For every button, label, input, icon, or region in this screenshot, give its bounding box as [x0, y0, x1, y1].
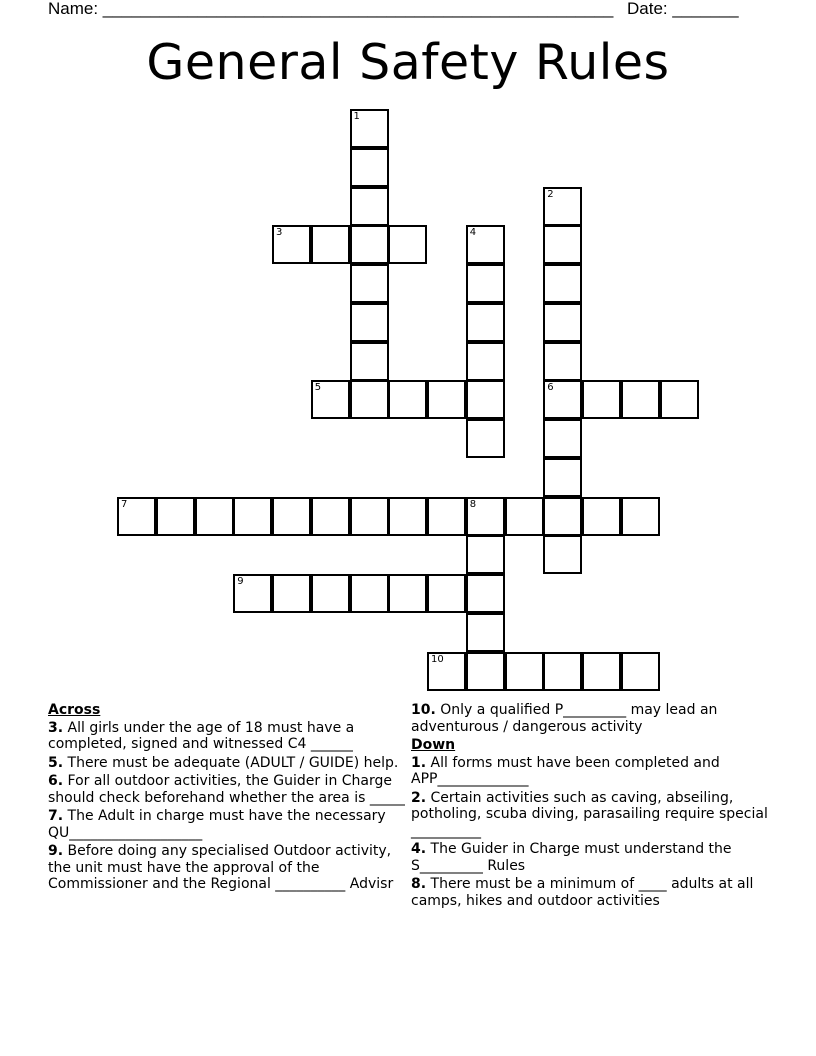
grid-cell[interactable] [311, 380, 350, 419]
grid-cell[interactable] [350, 148, 389, 187]
grid-cell[interactable] [350, 109, 389, 148]
grid-cell[interactable] [543, 264, 582, 303]
clue-number: 10 [431, 653, 444, 665]
down-heading: Down [411, 737, 456, 753]
grid-cell[interactable] [543, 497, 582, 536]
clue-number: 1 [353, 111, 360, 122]
grid-cell[interactable] [350, 187, 389, 226]
grid-cell[interactable] [427, 652, 466, 691]
grid-cell[interactable] [466, 652, 505, 691]
date-field[interactable]: Date: _______ [627, 0, 739, 18]
grid-cell[interactable] [621, 380, 660, 419]
grid-cell[interactable] [272, 497, 311, 536]
grid-cell[interactable] [311, 574, 350, 613]
grid-cell[interactable] [195, 497, 234, 536]
grid-cell[interactable] [543, 303, 582, 342]
grid-cell[interactable] [388, 380, 427, 419]
grid-cell[interactable] [117, 497, 156, 536]
clue-number: 8 [469, 498, 477, 510]
grid-cell[interactable] [427, 574, 466, 613]
grid-cell[interactable] [466, 419, 505, 458]
clue-number: 7 [121, 498, 128, 510]
grid-cell[interactable] [621, 652, 660, 691]
grid-cell[interactable] [350, 574, 389, 613]
grid-cell[interactable] [350, 497, 389, 536]
name-field[interactable]: Name: ______________________________________________________ [48, 0, 614, 18]
grid-cell[interactable] [466, 225, 505, 264]
clue-down-8: 8. There must be a minimum of ____ adults at all camps, hikes and outdoor activities [411, 876, 754, 909]
grid-cell[interactable] [543, 380, 582, 419]
clues-right-column [411, 702, 771, 911]
grid-cell[interactable] [272, 574, 311, 613]
clue-down-1: 1. All forms must have been completed and APP_____________ [411, 754, 720, 787]
clue-number: 6 [547, 382, 554, 394]
clue-number: 9 [237, 576, 244, 587]
grid-cell[interactable] [466, 535, 505, 574]
grid-cell[interactable] [466, 303, 505, 342]
grid-cell[interactable] [466, 264, 505, 303]
grid-cell[interactable] [233, 574, 272, 613]
grid-cell[interactable] [466, 497, 505, 536]
clue-across-9: 9. Before doing any specialised Outdoor activity, the unit must have the approval of the Commissioner and the Regional __________ Advisr [48, 843, 394, 892]
clue-number: 4 [469, 227, 477, 239]
clue-number: 3 [276, 227, 283, 239]
grid-cell[interactable] [427, 380, 466, 419]
grid-cell[interactable] [466, 380, 505, 419]
clue-down-4: 4. The Guider in Charge must understand the S_________ Rules [411, 841, 732, 874]
grid-cell[interactable] [582, 497, 621, 536]
grid-cell[interactable] [388, 497, 427, 536]
clues-left-column [48, 702, 410, 895]
grid-cell[interactable] [582, 380, 621, 419]
clue-across-6: 6. For all outdoor activities, the Guider in Charge should check beforehand whether the area is _____ [48, 773, 405, 806]
grid-cell[interactable] [543, 225, 582, 264]
grid-cell[interactable] [388, 574, 427, 613]
grid-cell[interactable] [350, 225, 389, 264]
grid-cell[interactable] [466, 613, 505, 652]
grid-cell[interactable] [350, 342, 389, 381]
grid-cell[interactable] [505, 497, 544, 536]
grid-cell[interactable] [505, 652, 544, 691]
grid-cell[interactable] [350, 380, 389, 419]
grid-cell[interactable] [543, 419, 582, 458]
grid-cell[interactable] [311, 497, 350, 536]
clue-across-3: 3. All girls under the age of 18 must have a completed, signed and witnessed C4 ______ [48, 719, 355, 752]
grid-cell[interactable] [582, 652, 621, 691]
clue-across-5: 5. There must be adequate (ADULT / GUIDE) help. [48, 754, 399, 771]
grid-cell[interactable] [350, 303, 389, 342]
grid-cell[interactable] [543, 187, 582, 226]
grid-cell[interactable] [543, 535, 582, 574]
grid-cell[interactable] [350, 264, 389, 303]
clue-number: 5 [314, 382, 322, 394]
grid-cell[interactable] [156, 497, 195, 536]
grid-cell[interactable] [466, 574, 505, 613]
clue-across-10: 10. Only a qualified P_________ may lead an adventurous / dangerous activity [411, 702, 718, 735]
grid-cell[interactable] [543, 652, 582, 691]
clue-across-7: 7. The Adult in charge must have the necessary QU___________________ [48, 808, 386, 841]
grid-cell[interactable] [543, 458, 582, 497]
grid-cell[interactable] [311, 225, 350, 264]
clue-down-2: 2. Certain activities such as caving, abseiling, potholing, scuba diving, parasailing require special __________ [411, 789, 768, 839]
grid-cell[interactable] [272, 225, 311, 264]
grid-cell[interactable] [233, 497, 272, 536]
grid-cell[interactable] [621, 497, 660, 536]
grid-cell[interactable] [660, 380, 699, 419]
clue-number: 2 [547, 188, 554, 200]
grid-cell[interactable] [388, 225, 427, 264]
grid-cell[interactable] [543, 342, 582, 381]
grid-cell[interactable] [427, 497, 466, 536]
grid-cell[interactable] [466, 342, 505, 381]
page-title: General Safety Rules [146, 34, 670, 91]
across-heading: Across [48, 702, 101, 718]
